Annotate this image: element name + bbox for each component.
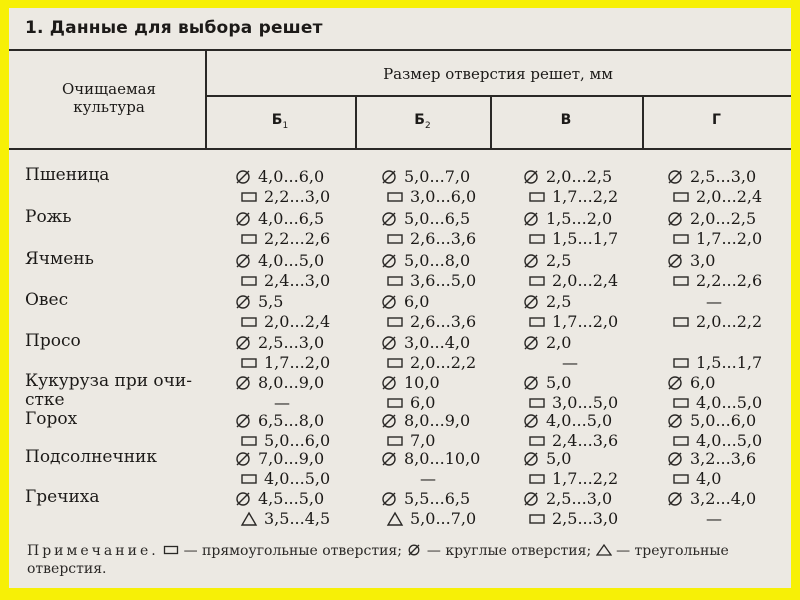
cell-value: 4,0...5,0 (696, 393, 763, 412)
table-cell (386, 432, 435, 450)
table-cell (672, 470, 721, 488)
cell-value: 1,7...2,2 (552, 187, 619, 206)
cell-value: 1,7...2,0 (264, 353, 331, 372)
empty-dash: — (274, 393, 290, 412)
table-cell (528, 188, 618, 206)
circle-hole-icon (234, 490, 252, 508)
circle-hole-icon (522, 450, 540, 468)
table-cell (234, 210, 324, 228)
table-cell (240, 354, 330, 372)
note-triangle: — треугольные отверстия. (27, 543, 729, 577)
table-cell (386, 313, 476, 331)
crop-name: Горох (25, 409, 78, 429)
cell-value: 2,5...3,0 (690, 167, 757, 186)
circle-hole-icon (406, 544, 422, 556)
cell-value: 2,0...2,4 (552, 271, 619, 290)
circle-hole-icon (380, 168, 398, 186)
cell-value: 2,2...3,0 (264, 187, 331, 206)
rect-hole-icon (240, 272, 258, 290)
cell-value: 6,0 (410, 393, 436, 412)
table-cell (528, 470, 618, 488)
table-cell (666, 252, 715, 270)
document-page (9, 8, 791, 588)
cell-value: 3,0...4,0 (404, 333, 471, 352)
table-cell (522, 490, 612, 508)
subcol-letter: В (560, 112, 572, 128)
table-cell (522, 334, 571, 352)
cell-value: 3,0...6,0 (410, 187, 477, 206)
header-subcol (490, 112, 642, 128)
subcol-index: 1 (282, 120, 289, 131)
crop-name: Кукуруза при очи- (25, 371, 192, 391)
empty-dash: — (706, 509, 722, 528)
cell-value: 2,0 (546, 333, 572, 352)
cell-value: 8,0...10,0 (404, 449, 481, 468)
cell-value: 2,5...3,0 (552, 509, 619, 528)
rect-hole-icon (528, 313, 546, 331)
circle-hole-icon (380, 450, 398, 468)
table-cell (386, 272, 476, 290)
rect-hole-icon (386, 272, 404, 290)
rect-hole-icon (386, 394, 404, 412)
cell-value: 2,5 (546, 251, 572, 270)
circle-hole-icon (666, 374, 684, 392)
table-cell (386, 394, 435, 412)
table-cell (528, 394, 618, 412)
cell-value: 2,6...3,6 (410, 312, 477, 331)
table-cell (522, 450, 571, 468)
cell-value: 5,0...6,5 (404, 209, 471, 228)
cell-value: 2,0...2,4 (264, 312, 331, 331)
cell-value: 2,0...2,5 (546, 167, 613, 186)
header-size-group: Размер отверстия решет, мм (383, 65, 613, 83)
cell-value: 5,0...8,0 (404, 251, 471, 270)
cell-value: 1,7...2,0 (696, 229, 763, 248)
crop-name: Ячмень (25, 249, 94, 269)
table-cell (380, 168, 470, 186)
rect-hole-icon (528, 188, 546, 206)
table-cell (528, 272, 618, 290)
cell-value: 5,0 (546, 449, 572, 468)
cell-value: 5,0 (546, 373, 572, 392)
rect-hole-icon (386, 230, 404, 248)
table-cell (386, 188, 476, 206)
rect-hole-icon (672, 313, 690, 331)
table-cell (666, 450, 756, 468)
cell-value: 3,0 (690, 251, 716, 270)
rect-hole-icon (528, 432, 546, 450)
cell-value: 5,5 (258, 292, 284, 311)
table-cell (672, 188, 762, 206)
circle-hole-icon (234, 293, 252, 311)
table-cell (240, 470, 330, 488)
crop-name: Овес (25, 290, 69, 310)
note-circle: — круглые отверстия; (426, 543, 592, 559)
rect-hole-icon (240, 230, 258, 248)
header-bottom-rule (9, 148, 791, 150)
table-cell (672, 354, 762, 372)
table-cell (528, 510, 618, 528)
circle-hole-icon (234, 334, 252, 352)
table-cell (240, 510, 330, 528)
circle-hole-icon (234, 252, 252, 270)
triangle-hole-icon (386, 510, 404, 528)
table-cell (522, 168, 612, 186)
crop-name: Рожь (25, 207, 72, 227)
table-cell (234, 412, 324, 430)
crop-name: стке (25, 390, 65, 410)
cell-value: 1,7...2,2 (552, 469, 619, 488)
cell-value: 4,0 (696, 469, 722, 488)
rect-hole-icon (672, 394, 690, 412)
rect-hole-icon (240, 313, 258, 331)
circle-hole-icon (380, 490, 398, 508)
circle-hole-icon (522, 334, 540, 352)
table-cell (666, 490, 756, 508)
rect-hole-icon (672, 354, 690, 372)
table-cell (522, 293, 571, 311)
rect-hole-icon (386, 354, 404, 372)
cell-value: 2,6...3,6 (410, 229, 477, 248)
cell-value: 5,5...6,5 (404, 489, 471, 508)
circle-hole-icon (380, 293, 398, 311)
circle-hole-icon (522, 293, 540, 311)
crop-name: Просо (25, 331, 81, 351)
rect-hole-icon (240, 188, 258, 206)
cell-value: 2,2...2,6 (264, 229, 331, 248)
rect-hole-icon (672, 272, 690, 290)
rect-hole-icon (672, 188, 690, 206)
table-cell (380, 374, 440, 392)
rect-hole-icon (163, 544, 179, 556)
header-subcol (355, 112, 490, 131)
circle-hole-icon (380, 210, 398, 228)
rect-hole-icon (240, 470, 258, 488)
table-cell (666, 412, 756, 430)
rect-hole-icon (386, 188, 404, 206)
circle-hole-icon (666, 490, 684, 508)
circle-hole-icon (666, 210, 684, 228)
circle-hole-icon (522, 374, 540, 392)
rect-hole-icon (386, 313, 404, 331)
cell-value: 5,0...7,0 (404, 167, 471, 186)
table-cell (380, 252, 470, 270)
cell-value: 4,0...5,0 (258, 251, 325, 270)
cell-value: 4,0...6,0 (258, 167, 325, 186)
rect-hole-icon (528, 470, 546, 488)
circle-hole-icon (234, 168, 252, 186)
circle-hole-icon (666, 168, 684, 186)
rect-hole-icon (240, 354, 258, 372)
table-cell (522, 252, 571, 270)
circle-hole-icon (522, 412, 540, 430)
cell-value: 3,0...5,0 (552, 393, 619, 412)
circle-hole-icon (522, 490, 540, 508)
table-cell (672, 394, 762, 412)
table-cell (562, 354, 578, 372)
cell-value: 8,0...9,0 (258, 373, 325, 392)
table-cell (672, 272, 762, 290)
rect-hole-icon (528, 272, 546, 290)
cell-value: 3,5...4,5 (264, 509, 331, 528)
cell-value: 5,0...6,0 (690, 411, 757, 430)
rect-hole-icon (672, 230, 690, 248)
cell-value: 2,2...2,6 (696, 271, 763, 290)
cell-value: 4,0...6,5 (258, 209, 325, 228)
table-cell (234, 168, 324, 186)
cell-value: 3,6...5,0 (410, 271, 477, 290)
table-cell (234, 450, 324, 468)
table-cell (380, 490, 470, 508)
table-cell (522, 210, 612, 228)
rect-hole-icon (672, 432, 690, 450)
table-cell (672, 432, 762, 450)
cell-value: 4,0...5,0 (696, 431, 763, 450)
circle-hole-icon (522, 168, 540, 186)
circle-hole-icon (666, 412, 684, 430)
page-title: 1. Данные для выбора решет (25, 18, 323, 38)
cell-value: 1,5...1,7 (552, 229, 619, 248)
rect-hole-icon (672, 470, 690, 488)
table-cell (706, 293, 722, 311)
table-cell (528, 313, 618, 331)
table-top-rule (9, 49, 791, 51)
table-cell (234, 293, 283, 311)
cell-value: 2,5...3,0 (258, 333, 325, 352)
cell-value: 3,2...4,0 (690, 489, 757, 508)
table-cell (234, 490, 324, 508)
cell-value: 2,5 (546, 292, 572, 311)
cell-value: 4,0...5,0 (264, 469, 331, 488)
cell-value: 2,4...3,0 (264, 271, 331, 290)
table-cell (386, 510, 476, 528)
cell-value: 2,4...3,6 (552, 431, 619, 450)
empty-dash: — (562, 353, 578, 372)
circle-hole-icon (234, 450, 252, 468)
circle-hole-icon (522, 252, 540, 270)
table-cell (380, 450, 480, 468)
crop-name: Подсолнечник (25, 447, 157, 467)
table-cell (672, 313, 762, 331)
circle-hole-icon (234, 412, 252, 430)
table-cell (240, 272, 330, 290)
cell-value: 2,0...2,5 (690, 209, 757, 228)
table-cell (666, 210, 756, 228)
table-cell (380, 412, 470, 430)
table-cell (234, 252, 324, 270)
subcol-index: 2 (424, 120, 431, 131)
table-cell (522, 374, 571, 392)
circle-hole-icon (234, 210, 252, 228)
rect-hole-icon (528, 230, 546, 248)
cell-value: 2,0...2,4 (696, 187, 763, 206)
table-cell (234, 334, 324, 352)
circle-hole-icon (380, 412, 398, 430)
triangle-hole-icon (240, 510, 258, 528)
cell-value: 5,0...7,0 (410, 509, 477, 528)
table-cell (240, 432, 330, 450)
empty-dash: — (706, 292, 722, 311)
table-cell (380, 210, 470, 228)
rect-hole-icon (528, 510, 546, 528)
table-cell (420, 470, 436, 488)
table-cell (522, 412, 612, 430)
table-cell (234, 374, 324, 392)
rect-hole-icon (240, 432, 258, 450)
cell-value: 5,0...6,0 (264, 431, 331, 450)
cell-value: 6,5...8,0 (258, 411, 325, 430)
cell-value: 4,5...5,0 (258, 489, 325, 508)
header-crop: Очищаемая культура (61, 80, 157, 116)
circle-hole-icon (522, 210, 540, 228)
circle-hole-icon (380, 374, 398, 392)
cell-value: 6,0 (404, 292, 430, 311)
rect-hole-icon (386, 432, 404, 450)
header-subcol (642, 112, 791, 128)
table-cell (240, 230, 330, 248)
cell-value: 1,5...1,7 (696, 353, 763, 372)
cell-value: 8,0...9,0 (404, 411, 471, 430)
table-cell (666, 168, 756, 186)
subheader-rule (205, 95, 791, 97)
table-cell (386, 354, 476, 372)
cell-value: 7,0 (410, 431, 436, 450)
crop-column-divider (205, 49, 207, 149)
cell-value: 1,7...2,0 (552, 312, 619, 331)
empty-dash: — (420, 469, 436, 488)
crop-name: Пшеница (25, 165, 110, 185)
cell-value: 7,0...9,0 (258, 449, 325, 468)
table-cell (380, 334, 470, 352)
triangle-hole-icon (596, 544, 612, 556)
table-cell (240, 313, 330, 331)
cell-value: 1,5...2,0 (546, 209, 613, 228)
cell-value: 2,5...3,0 (546, 489, 613, 508)
circle-hole-icon (380, 252, 398, 270)
cell-value: 10,0 (404, 373, 440, 392)
table-cell (666, 374, 715, 392)
cell-value: 4,0...5,0 (546, 411, 613, 430)
rect-hole-icon (528, 394, 546, 412)
table-cell (528, 230, 618, 248)
cell-value: 6,0 (690, 373, 716, 392)
circle-hole-icon (666, 450, 684, 468)
table-cell (380, 293, 429, 311)
cell-value: 2,0...2,2 (410, 353, 477, 372)
table-cell (274, 394, 290, 412)
table-cell (672, 230, 762, 248)
table-cell (528, 432, 618, 450)
header-subcol (205, 112, 355, 131)
circle-hole-icon (666, 252, 684, 270)
circle-hole-icon (380, 334, 398, 352)
note-rect: — прямоугольные отверстия; (183, 543, 402, 559)
crop-name: Гречиха (25, 487, 100, 507)
subcol-letter: Б (271, 112, 283, 128)
table-note (27, 542, 787, 578)
table-cell (706, 510, 722, 528)
table-cell (386, 230, 476, 248)
note-label: Примечание. (27, 543, 159, 559)
cell-value: 3,2...3,6 (690, 449, 757, 468)
subcol-letter: Б (414, 112, 425, 128)
subcol-letter: Г (712, 112, 721, 128)
circle-hole-icon (234, 374, 252, 392)
cell-value: 2,0...2,2 (696, 312, 763, 331)
table-cell (240, 188, 330, 206)
